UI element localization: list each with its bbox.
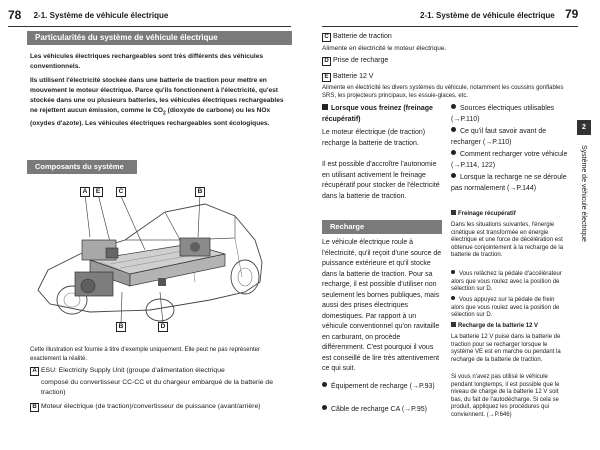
label-e: E: [93, 187, 103, 197]
legend-e-desc: Alimente en électricité les divers systèmes du véhicule, notamment les coussins gonflables SRS, les projecteurs principaux, les essuie-glaces, etc.: [322, 85, 564, 99]
label-b-bottom: B: [116, 322, 126, 332]
legend-e: [322, 72, 574, 100]
chapter-side-label: Système de véhicule électrique: [580, 145, 587, 242]
regen-bullet-2: Vous appuyez sur la pédale de frein alors que vous roulez avec la position de sélection sur D.: [451, 297, 560, 319]
bullet-dot-icon: [451, 150, 456, 155]
right-header-title: 2-1. Système de véhicule électrique: [420, 11, 555, 20]
regen-body: Dans les situations suivantes, l'énergie cinétique est transformée en énergie électrique et une force de décélération est obtenue conjointement à la recharge de la batterie de traction.: [451, 222, 564, 259]
legend-c-desc: Alimente en électricité le moteur électrique.: [322, 45, 447, 52]
bullet-dot-icon: [451, 127, 456, 132]
legend-b-text: Moteur électrique (de traction)/convertisseur de puissance (avant/arrière): [41, 403, 261, 410]
section-title-bar: [27, 31, 292, 45]
left-header-rule: [8, 26, 291, 27]
label-b-top: B: [195, 187, 205, 197]
legend-e-letter: E: [322, 73, 331, 82]
braking-body-2: Il est possible d'accroître l'autonomie en utilisant activement le freinage récupératif pour stocker de l'électricité dans la batterie de traction.: [322, 161, 440, 200]
legend-a-line1: ESU: Electricity Supply Unit (groupe d'alimentation électrique: [41, 367, 225, 374]
bullet-sources: Sources électriques utilisables (→P.110): [451, 105, 555, 123]
left-header-title: 2-1. Système de véhicule électrique: [33, 11, 169, 20]
legend-a-letter: A: [30, 367, 39, 376]
legend-c-letter: C: [322, 33, 331, 42]
charge12-body-1: La batterie 12 V puise dans la batterie de traction pour se recharger lorsque le système VE est en marche ou pendant la recharge de la batterie de traction.: [451, 334, 561, 363]
square-bullet-icon: [451, 322, 456, 327]
bullet-dot-icon: [322, 382, 327, 387]
legend-c-title: Batterie de traction: [333, 33, 392, 40]
intro-text: [30, 52, 288, 133]
legend-a: [30, 366, 292, 398]
bullet-dot-icon: [322, 405, 327, 410]
components-title-bar: [27, 160, 137, 174]
bullet-dot-icon: [451, 104, 456, 109]
braking-body: Le moteur électrique (de traction) recharge la batterie de traction.: [322, 129, 426, 147]
left-page-number: 78: [8, 8, 22, 22]
bullet-abnormal-charge: Lorsque la recharge ne se déroule pas normalement (→P.144): [451, 174, 567, 192]
label-c: C: [116, 187, 126, 197]
charge12-heading: Recharge de la batterie 12 V: [451, 322, 569, 331]
bullet-dot-icon: [451, 173, 456, 178]
illustration-note: Cette illustration est fournie à titre d'exemple uniquement. Elle peut ne pas représenter exactement la réalité.: [30, 347, 260, 362]
braking-heading: Lorsque vous freinez (freinage récupératif): [322, 105, 433, 123]
label-d: D: [158, 322, 168, 332]
intro-paragraph-1: Les véhicules électriques rechargeables sont très différents des véhicules conventionnels.: [30, 53, 264, 70]
bullet-before-charging: Ce qu'il faut savoir avant de recharger (→P.110): [451, 128, 547, 146]
legend-c: [322, 32, 572, 53]
right-header-rule: [322, 26, 578, 27]
regen-heading: Freinage récupératif: [451, 210, 569, 219]
legend-b: [30, 402, 292, 412]
components-title: Composants du système: [35, 162, 124, 171]
label-a: A: [80, 187, 90, 197]
recharge-body: Le véhicule électrique roule à l'électricité, qu'il reçoit d'une source de puissance extérieure et qu'il stocke dans la batterie de traction. Pour sa recharge, il est possible d'utiliser non seulement les bornes publiques, mais aussi des prises électriques domestiques. Par rapport à un véhicule conventionnel qu'on ravitaille en carburant, on procède différemment. C'est pourquoi il vous est conseillé de lire très attentivement ce qui suit.: [322, 239, 442, 372]
bullet-dot-icon: [451, 296, 455, 300]
legend-d: [322, 56, 572, 66]
intro-paragraph-2: Ils utilisent l'électricité stockée dans une batterie de traction pour mettre en mouvement le moteur électrique. Parce qu'ils fonctionnent à l'électricité, qu'est stockée dans une ou plusieurs batteries, les véhicules électriques rechargeables ne rejettent aucun émission, comme le $CO_2$ (dioxyde de carbone) ou les NOx (oxydes d'azote). Les véhicules électriques rechargeables sont écologiques.: [30, 76, 284, 127]
charge12-body-2: Si vous n'avez pas utilisé le véhicule pendant longtemps, il est possible que le niveau de charge de la batterie 12 V soit bas, du fait de l'autodécharge. Si cela se produit, appliquez les procédures qui conviennent. (→P.646): [451, 374, 560, 418]
vehicle-illustration: [30, 182, 265, 334]
legend-b-letter: B: [30, 403, 39, 412]
legend-a-line2: composé du convertisseur CC-CC et du chargeur embarqué de la batterie de traction): [41, 379, 273, 396]
legend-e-title: Batterie 12 V: [333, 73, 374, 80]
legend-d-title: Prise de recharge: [333, 57, 389, 64]
bullet-equipment: Équipement de recharge (→P.93): [322, 382, 442, 393]
section-title: Particularités du système de véhicule électrique: [35, 33, 218, 42]
vehicle-drawing: [30, 182, 265, 334]
bullet-dot-icon: [451, 270, 455, 274]
square-bullet-icon: [451, 210, 456, 215]
square-bullet-icon: [322, 104, 328, 110]
right-page-number: 79: [565, 7, 579, 21]
bullet-how-to-charge: Comment recharger votre véhicule (→P.114, 122): [451, 151, 568, 169]
recharge-title: Recharge: [330, 222, 365, 231]
legend-d-letter: D: [322, 57, 331, 66]
chapter-tab[interactable]: 2: [577, 120, 591, 135]
bullet-cable: Câble de recharge CA (→P.95): [322, 405, 442, 416]
left-page-header: [8, 8, 168, 22]
recharge-title-bar: [322, 220, 442, 234]
regen-bullet-1: Vous relâchez la pédale d'accélérateur alors que vous roulez avec la position de sélection sur D.: [451, 271, 562, 293]
